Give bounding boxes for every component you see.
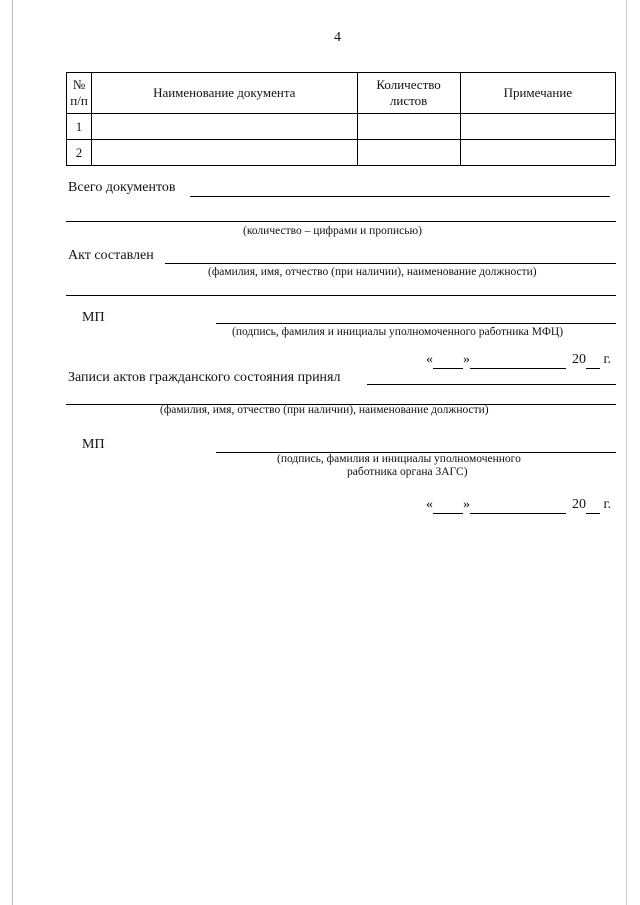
zags-receive-label: Записи актов гражданского состояния принял bbox=[68, 370, 341, 385]
row-note[interactable] bbox=[460, 140, 615, 166]
date1-quote-close: » bbox=[463, 352, 470, 367]
header-count-line1: Количество bbox=[376, 77, 441, 92]
page-edge-right bbox=[626, 0, 627, 905]
row-doc-name[interactable] bbox=[92, 140, 357, 166]
page-number: 4 bbox=[334, 30, 341, 45]
documents-table bbox=[66, 72, 616, 166]
mfc-signature-caption: (подпись, фамилия и инициалы уполномоченного работника МФЦ) bbox=[232, 326, 564, 338]
date1-year-blank[interactable] bbox=[586, 352, 600, 369]
mfc-signature-line[interactable] bbox=[216, 323, 616, 324]
header-doc-name: Наименование документа bbox=[92, 73, 357, 114]
date1-year-suffix: г. bbox=[603, 352, 612, 367]
row-num: 1 bbox=[67, 114, 92, 140]
row-count[interactable] bbox=[357, 140, 460, 166]
zags-stamp-place: МП bbox=[82, 437, 105, 452]
act-line-2[interactable] bbox=[66, 295, 616, 296]
total-docs-line-2[interactable] bbox=[66, 221, 616, 222]
zags-receive-line[interactable] bbox=[367, 384, 616, 385]
act-label: Акт составлен bbox=[68, 248, 154, 263]
header-num bbox=[67, 73, 92, 114]
date2-day bbox=[426, 497, 470, 514]
header-count bbox=[357, 73, 460, 114]
date1-day bbox=[426, 352, 470, 369]
total-docs-label: Всего документов bbox=[68, 180, 176, 195]
table-row bbox=[67, 140, 616, 166]
zags-signature-caption-line2: работника органа ЗАГС) bbox=[347, 466, 468, 478]
page-edge-left bbox=[12, 0, 13, 905]
act-caption: (фамилия, имя, отчество (при наличии), наименование должности) bbox=[208, 266, 537, 278]
date1-year-prefix: 20 bbox=[572, 352, 586, 367]
row-doc-name[interactable] bbox=[92, 114, 357, 140]
date2-year bbox=[572, 497, 611, 514]
row-count[interactable] bbox=[357, 114, 460, 140]
act-line[interactable] bbox=[165, 263, 616, 264]
mfc-stamp-place: МП bbox=[82, 310, 105, 325]
total-docs-caption: (количество – цифрами и прописью) bbox=[243, 225, 422, 237]
header-note: Примечание bbox=[460, 73, 615, 114]
date2-year-prefix: 20 bbox=[572, 497, 586, 512]
date2-quote-open: « bbox=[426, 497, 433, 512]
date2-day-blank[interactable] bbox=[433, 497, 463, 514]
zags-receive-caption: (фамилия, имя, отчество (при наличии), наименование должности) bbox=[160, 404, 489, 416]
date2-year-blank[interactable] bbox=[586, 497, 600, 514]
date2-year-suffix: г. bbox=[603, 497, 612, 512]
row-note[interactable] bbox=[460, 114, 615, 140]
header-num-line2: п/п bbox=[70, 93, 88, 108]
date2-month-line[interactable] bbox=[470, 513, 566, 514]
header-count-line2: листов bbox=[389, 93, 428, 108]
table-header-row bbox=[67, 73, 616, 114]
zags-signature-caption-line1: (подпись, фамилия и инициалы уполномоченного bbox=[277, 453, 521, 465]
total-docs-line[interactable] bbox=[190, 196, 610, 197]
table-row bbox=[67, 114, 616, 140]
header-num-line1: № bbox=[72, 77, 86, 92]
date1-day-blank[interactable] bbox=[433, 352, 463, 369]
date1-quote-open: « bbox=[426, 352, 433, 367]
row-num: 2 bbox=[67, 140, 92, 166]
date1-month-line[interactable] bbox=[470, 368, 566, 369]
date2-quote-close: » bbox=[463, 497, 470, 512]
date1-year bbox=[572, 352, 611, 369]
